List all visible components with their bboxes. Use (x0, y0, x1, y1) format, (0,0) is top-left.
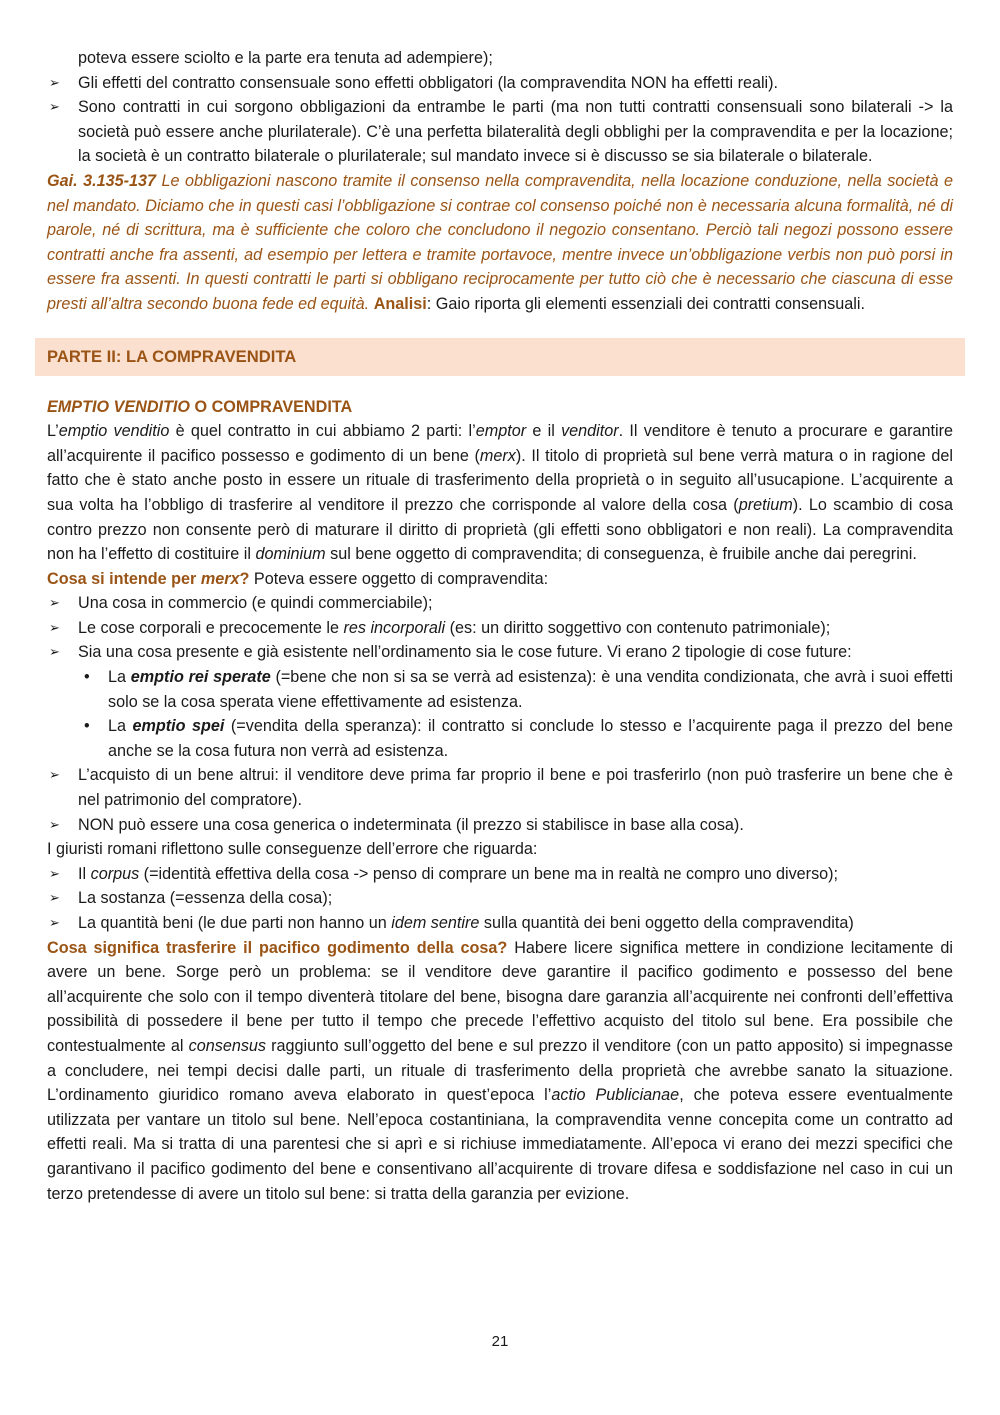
subheading (47, 395, 953, 420)
godimento-paragraph: Cosa significa trasferire il pacifico godimento della cosa? Habere licere significa mettere in condizione lecitamente di avere un bene. Sorge però un problema: se il venditore deve garantire il pacifico godimento e possesso del bene all’acquirente che solo con il tempo diventerà titolare del bene, bisogna dare garanzia all’acquirente nei confronti dell’effettiva possibilità di possedere il bene per tutto il tempo che precede l’effettivo acquisto del titolo sul bene. Era possibile che contestualmente al consensus raggiunto sull’oggetto del bene e sul prezzo il venditore (con un patto apposito) si impegnasse a concludere, nei tempi decisi dalle parti, un rituale di trasferimento della proprietà che avrebbe sanato la situazione. L’ordinamento giuridico romano aveva elaborato in quest’epoca l’actio Publicianae, che poteva essere eventualmente utilizzata per vantare un titolo sul bene. Nell’epoca costantiniana, la compravendita venne concepita come un contratto ad effetti reali. Ma si tratta di una parentesi che si aprì e si richiuse immediatamente. All’epoca vi erano dei mezzi specifici che garantivano il pacifico godimento del bene e consentivano all’acquirente di trovare difesa e soddisfazione nel caso in cui un terzo pretendesse di avere un titolo sul bene: si tratta della garanzia per evizione. (47, 938, 954, 1203)
list-item: ➢ La quantità beni (le due parti non hanno un idem sentire sulla quantità dei beni oggetto della compravendita) (47, 911, 953, 936)
list-item: ➢ Una cosa in commercio (e quindi commerciabile); (47, 591, 953, 616)
list-item (47, 95, 953, 169)
page-number: 21 (491, 1333, 509, 1350)
sub-list-item: • La emptio rei sperate (=bene che non si sa se verrà ad esistenza): è una vendita condizionata, che avrà i suoi effetti solo se la cosa sperata viene effettivamente ad esistenza. (78, 665, 953, 714)
arrow-bullet-icon: ➢ (49, 865, 60, 881)
document-page (47, 46, 953, 1206)
errore-list (47, 862, 953, 936)
future-things-list (47, 665, 953, 763)
arrow-bullet-icon: ➢ (49, 619, 60, 635)
section-header: PARTE II: LA COMPRAVENDITA (35, 338, 965, 376)
subheading-italic: EMPTIO VENDITIO (47, 397, 191, 416)
list-item-text: Gli effetti del contratto consensuale sono effetti obbligatori (la compravendita NON ha effetti reali). (78, 73, 779, 92)
merx-list-continued (47, 763, 953, 837)
errore-intro: I giuristi romani riflettono sulle conseguenze dell’errore che riguarda: (47, 840, 538, 859)
gaius-quote (47, 169, 953, 317)
dot-bullet-icon: • (84, 668, 90, 687)
dot-bullet-icon: • (84, 717, 90, 736)
list-item: ➢ Le cose corporali e precocemente le res incorporali (es: un diritto soggettivo con contenuto patrimoniale); (47, 616, 953, 641)
arrow-bullet-icon: ➢ (49, 816, 60, 832)
intro-paragraph: L’emptio venditio è quel contratto in cui abbiamo 2 parti: l’emptor e il venditor. Il venditore è tenuto a procurare e garantire all’acquirente il pacifico possesso e godimento di un bene (merx). Il titolo di proprietà sul bene verrà matura o in ragione del fatto che è stato anche posto in essere un rituale di trasferimento della proprietà o in seguito all’usucapione. L’acquirente a sua volta ha l’obbligo di trasferire al venditore il prezzo che corrisponde al valore della cosa (pretium). Lo scambio di cosa contro prezzo non consente però di maturare il diritto di proprietà (gli effetti sono obbligatori e non reali). La compravendita non ha l’effetto di costituire il dominium sul bene oggetto di compravendita; di conseguenza, è fruibile anche dai peregrini. (47, 422, 954, 564)
bullet-list-top (47, 71, 953, 169)
continuation-line: poteva essere sciolto e la parte era tenuta ad adempiere); (78, 49, 493, 67)
analysis-label: Analisi (373, 294, 427, 313)
list-item: ➢ Il corpus (=identità effettiva della cosa -> penso di comprare un bene ma in realtà ne compro uno diverso); (47, 862, 953, 887)
list-item: ➢ La sostanza (=essenza della cosa); (47, 886, 953, 911)
list-item-text: Sono contratti in cui sorgono obbligazioni da entrambe le parti (ma non tutti contratti consensuali sono bilaterali -> la società può essere anche plurilaterale). C’è una perfetta bilateralità degli obblighi per la compravendita e per la locazione; la società è un contratto bilaterale o plurilaterale; sul mandato invece si è discusso se sia bilaterale o bilaterale. (78, 98, 953, 166)
arrow-bullet-icon: ➢ (49, 644, 60, 660)
arrow-bullet-icon: ➢ (49, 767, 60, 783)
list-item (47, 71, 953, 96)
arrow-bullet-icon: ➢ (49, 595, 60, 611)
subheading-rest: O COMPRAVENDITA (190, 397, 353, 416)
list-item: ➢ Sia una cosa presente e già esistente nell’ordinamento sia le cose future. Vi erano 2 tipologie di cose future: (47, 640, 953, 665)
arrow-bullet-icon: ➢ (49, 890, 60, 906)
list-item: ➢ NON può essere una cosa generica o indeterminata (il prezzo si stabilisce in base alla cosa). (47, 813, 953, 838)
arrow-bullet-icon: ➢ (49, 74, 60, 90)
arrow-bullet-icon: ➢ (49, 99, 60, 115)
merx-question: Cosa si intende per merx? Poteva essere oggetto di compravendita: (47, 569, 549, 588)
sub-list-item: • La emptio spei (=vendita della speranza): il contratto si conclude lo stesso e l’acquirente paga il prezzo del bene anche se la cosa futura non verrà ad esistenza. (78, 714, 953, 763)
analysis-text: : Gaio riporta gli elementi essenziali dei contratti consensuali. (426, 294, 865, 313)
arrow-bullet-icon: ➢ (49, 915, 60, 930)
merx-list (47, 591, 953, 665)
gaius-text: Le obbligazioni nascono tramite il consenso nella compravendita, nella locazione conduzione, nella società e nel mandato. Diciamo che in questi casi l’obbligazione si contrae col consenso poiché non è necessaria alcuna formalità, né di parole, né di scrittura, ma è sufficiente che coloro che concludono il negozio consentano. Perciò tali negozi possono essere contratti anche fra assenti, ad esempio per lettera e tramite portavoce, mentre invece un’obbligazione verbis non può porsi in essere fra assenti. In questi contratti le parti si obbligano reciprocamente per tutto ciò che è necessario che ciascuna di esse presti all’altra secondo buona fede ed equità. (47, 171, 954, 313)
list-item: ➢ L’acquisto di un bene altrui: il venditore deve prima far proprio il bene e poi trasferirlo (non può trasferire un bene che è nel patrimonio del compratore). (47, 763, 953, 812)
gaius-reference: Gai. 3.135-137 (47, 171, 157, 190)
